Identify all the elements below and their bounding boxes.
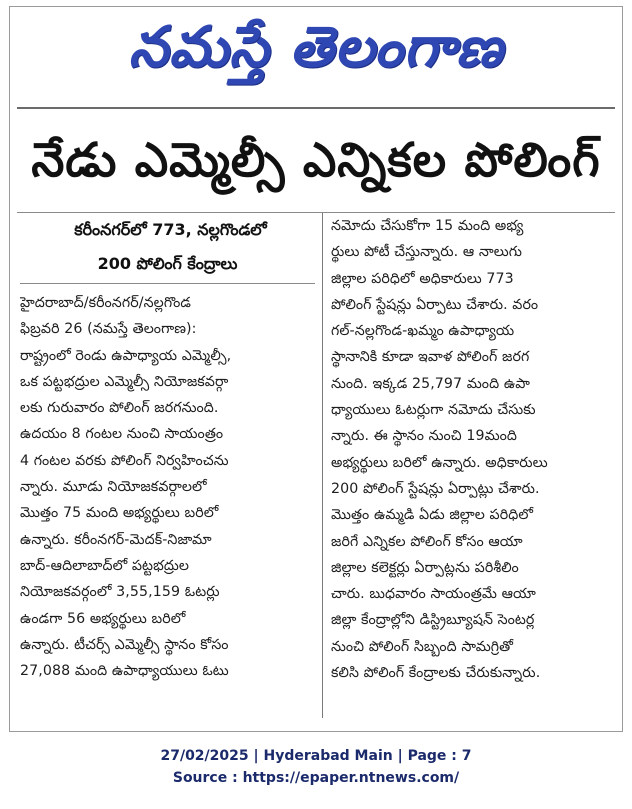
article-subheadline (20, 213, 315, 281)
article-line: స్థానానికి కూడా ఇవాళ పోలింగ్ జరగ (331, 349, 530, 366)
article-line: జిల్లా కేంద్రాల్లోని డిస్ట్రిబ్యూషన్ సెంటర్ల (331, 612, 535, 629)
article-line: ఫిబ్రవరి 26 (నమస్తే తెలంగాణ): (20, 321, 197, 338)
article-line: న్నారు. మూడు నియోజకవర్గాలలో (20, 479, 207, 496)
article-line: బాద్-ఆదిలాబాద్‌లో పట్టభద్రుల (20, 557, 190, 574)
article-line: కలిసి పోలింగ్ కేంద్రాలకు చేరుకున్నారు. (331, 665, 541, 682)
article-line: ఉండగా 56 అభ్యర్థులు బరిలో (20, 610, 186, 627)
article-line: 27,088 మంది ఉపాధ్యాయులు ఓటు (20, 663, 229, 680)
subheadline-rule (20, 283, 315, 284)
footer-date-edition: 27/02/2025 | Hyderabad Main | Page : 7 (160, 748, 472, 764)
article-line: ఉన్నారు. టీచర్స్ ఎమ్మెల్సీ స్థానం కోసం (20, 636, 229, 653)
article-line: మొత్తం ఉమ్మడి ఏడు జిల్లాల పరిధిలో (331, 507, 534, 524)
column-divider (322, 213, 323, 718)
newspaper-logo: నమస్తే తెలంగాణ (128, 14, 504, 80)
clipping-footer (0, 745, 632, 789)
article-line: 200 పోలింగ్ స్టేషన్లు ఏర్పాట్లు చేశారు. (331, 480, 540, 497)
masthead-rule (17, 107, 615, 109)
article-column-right (331, 213, 613, 723)
article-line: లకు గురువారం పోలింగ్ జరగనుంది. (20, 400, 219, 417)
article-line: అభ్యర్థులు బరిలో ఉన్నారు. అధికారులు (331, 454, 548, 471)
article-line: గల్-నల్లగొండ-ఖమ్మం ఉపాధ్యాయ (331, 323, 515, 340)
subheadline-line-2: 200 పోలింగ్ కేంద్రాలు (97, 254, 238, 273)
article-line: ధ్యాయులు ఓటర్లుగా నమోదు చేసుకు (331, 402, 536, 419)
article-line: హైదరాబాద్/కరీంనగర్/నల్లగొండ (20, 295, 191, 311)
article-line: నియోజకవర్గంలో 3,55,159 ఓటర్లు (20, 584, 220, 601)
article-line: చారు. బుధవారం సాయంత్రమే ఆయా (331, 586, 536, 603)
article-line: ఉదయం 8 గంటల నుంచి సాయంత్రం (20, 426, 224, 443)
footer-source: Source : https://epaper.ntnews.com/ (172, 770, 460, 786)
article-line: నుంది. ఇక్కడ 25,797 మంది ఉపా (331, 375, 530, 392)
article-line: ఉన్నారు. కరీంనగర్-మెదక్-నిజామా (20, 531, 212, 548)
article-body-right (331, 213, 613, 686)
article-line: న్నారు. ఈ స్థానం నుంచి 19మంది (331, 428, 518, 445)
subheadline-line-1: కరీంనగర్‌లో 773, నల్లగొండలో (74, 220, 267, 239)
article-body-left (20, 290, 315, 684)
article-line: నమోదు చేసుకోగా 15 మంది అభ్య (331, 218, 524, 234)
article-headline: నేడు ఎమ్మెల్సీ ఎన్నికల పోలింగ్ (31, 133, 601, 188)
article-line: జిల్లాల కలెక్టర్లు ఏర్పాట్లను పరిశీలిం (331, 559, 519, 576)
article-line: ఒక పట్టభద్రుల ఎమ్మెల్సీ నియోజకవర్గా (20, 373, 229, 390)
article-column-left (20, 213, 315, 723)
article-line: 4 గంటల వరకు పోలింగ్ నిర్వహించను (20, 452, 229, 469)
article-line: మొత్తం 75 మంది అభ్యర్థులు బరిలో (20, 505, 219, 522)
article-line: పోలింగ్ స్టేషన్లు ఏర్పాటు చేశారు. వరం (331, 296, 539, 313)
article-line: రాష్ట్రంలో రెండు ఉపాధ్యాయ ఎమ్మెల్సీ, (20, 347, 232, 364)
article-line: జరిగే ఎన్నికల పోలింగ్ కోసం ఆయా (331, 533, 523, 550)
article-line: జిల్లాల పరిధిలో అధికారులు 773 (331, 270, 514, 287)
article-line: నుంచి పోలింగ్ సిబ్బంది సామగ్రితో (331, 638, 514, 655)
article-line: ర్థులు పోటీ చేస్తున్నారు. ఆ నాలుగు (331, 244, 523, 261)
